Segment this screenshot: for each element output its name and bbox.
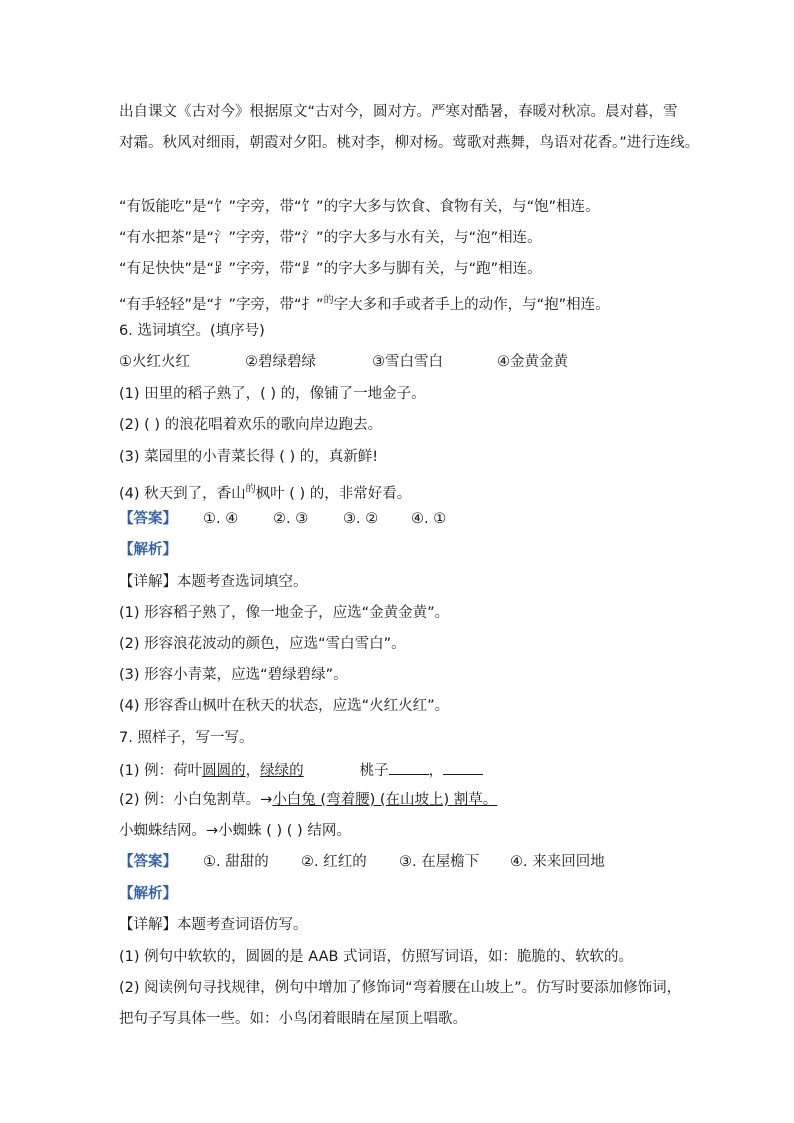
q7-ex2-prefix: (2) 例：小白兔割草。→ [119, 792, 273, 808]
q6-answer-4: ④. ① [411, 511, 447, 527]
q7-answer-row [119, 853, 605, 871]
q6-detail: 【详解】本题考查选词填空。 [119, 574, 308, 590]
q6-item-1: (1) 田里的稻子熟了，( ) 的，像铺了一地金子。 [119, 386, 426, 402]
q6-explanation-1: (1) 形容稻子熟了，像一地金子，应选“金黄金黄”。 [119, 605, 450, 621]
q7-explanation-3: 把句子写具体一些。如：小鸟闭着眼睛在屋顶上唱歌。 [119, 1011, 467, 1027]
q7-blank-2[interactable] [443, 760, 483, 775]
q7-analysis-label: 【解析】 [119, 886, 177, 902]
q7-ex1-target: 桃子 [359, 763, 389, 779]
q6-item-4-small: 的 [245, 484, 256, 495]
q7-ex1-sep: ， [245, 763, 261, 779]
q7-title: 7. 照样子，写一写。 [119, 730, 254, 746]
q6-explanation-2: (2) 形容浪花波动的颜色，应选“雪白雪白”。 [119, 636, 406, 652]
q7-ex2-task: 小蜘蛛结网。→小蜘蛛 ( ) ( ) 结网。 [119, 823, 351, 839]
radical-line-4-after: 字大多和手或者手上的动作，与“抱”相连。 [333, 296, 610, 313]
q7-answer-1: ①. 甜甜的 [203, 854, 269, 870]
q7-detail: 【详解】本题考查词语仿写。 [119, 917, 308, 933]
q6-explanation-4: (4) 形容香山枫叶在秋天的状态，应选“火红火红”。 [119, 698, 450, 714]
q7-answer-3: ③. 在屋檐下 [399, 854, 480, 870]
q6-option-1: ①火红火红 [119, 354, 190, 370]
q7-example-1 [119, 760, 483, 780]
q7-explanation-1: (1) 例句中软软的，圆圆的是 AAB 式词语，仿照写词语，如：脆脆的、软软的。 [119, 949, 634, 965]
q7-explanation-2: (2) 阅读例句寻找规律，例句中增加了修饰词“弯着腰在山坡上”。仿写时要添加修饰词， [119, 980, 682, 996]
q7-ex2-underlined: 小白兔 (弯着腰) (在山坡上) 割草。 [272, 792, 498, 808]
q6-option-2: ②碧绿碧绿 [245, 354, 316, 370]
q7-blank-1[interactable] [389, 760, 429, 775]
q6-answer-row [119, 510, 446, 528]
radical-line-4-before: “有手轻轻”是“扌”字旁，带“扌” [119, 296, 324, 313]
radical-line-2: “有水把茶”是“氵”字旁，带“氵”的字大多与水有关，与“泡”相连。 [119, 230, 542, 246]
q6-item-4-before: (4) 秋天到了，香山 [119, 485, 246, 502]
q6-options [119, 353, 568, 371]
q6-answer-label: 【答案】 [119, 511, 177, 527]
q6-option-4: ④金黄金黄 [497, 354, 568, 370]
q7-answer-2: ②. 红红的 [301, 854, 367, 870]
q7-example-2 [119, 791, 497, 809]
intro-line-1: 出自课文《古对今》根据原文“古对今，圆对方。严寒对酷暑，春暖对秋凉。晨对暮，雪 [119, 104, 678, 120]
radical-line-3: “有足快快”是“⻊”字旁，带“⻊”的字大多与脚有关，与“跑”相连。 [119, 261, 542, 277]
radical-line-4-small: 的 [323, 295, 334, 306]
q7-ex1-word-1: 圆圆的 [202, 763, 246, 779]
q7-ex1-word-2: 绿绿的 [260, 763, 304, 779]
q6-item-4-after: 枫叶 ( ) 的，非常好看。 [255, 485, 412, 502]
q7-ex1-comma: ， [428, 763, 444, 779]
q6-item-4 [119, 481, 411, 503]
q6-analysis-label: 【解析】 [119, 542, 177, 558]
radical-line-1: “有饭能吃”是“饣”字旁，带“饣”的字大多与饮食、食物有关，与“饱”相连。 [119, 199, 600, 215]
q6-answer-1: ①. ④ [203, 511, 239, 527]
q6-title: 6. 选词填空。(填序号) [119, 323, 265, 339]
radical-line-4 [119, 292, 610, 314]
q6-explanation-3: (3) 形容小青菜，应选“碧绿碧绿”。 [119, 667, 348, 683]
q6-option-3: ③雪白雪白 [372, 354, 443, 370]
q6-item-3: (3) 菜园里的小青菜长得 ( ) 的，真新鲜! [119, 449, 379, 465]
q6-answer-3: ③. ② [343, 511, 379, 527]
q7-answer-4: ④. 来来回回地 [510, 854, 605, 870]
q7-ex1-prefix: (1) 例：荷叶 [119, 763, 203, 779]
q6-item-2: (2) ( ) 的浪花唱着欢乐的歌向岸边跑去。 [119, 417, 383, 433]
q7-answer-label: 【答案】 [119, 854, 177, 870]
q6-answer-2: ②. ③ [273, 511, 309, 527]
intro-line-2: 对霜。秋风对细雨，朝霞对夕阳。桃对李，柳对杨。莺歌对燕舞，鸟语对花香。”进行连线。 [119, 135, 700, 151]
